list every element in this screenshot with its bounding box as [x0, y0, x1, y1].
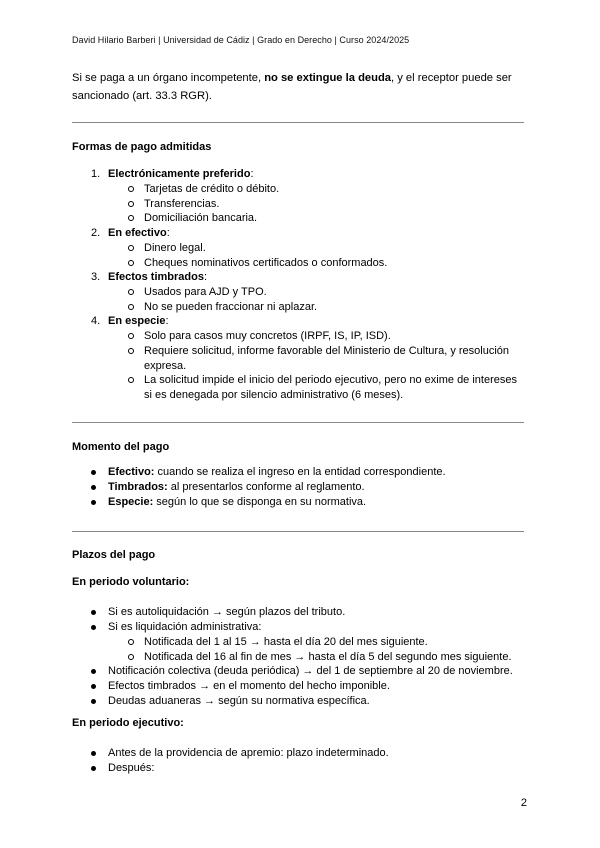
- section-heading-plazos: Plazos del pago: [72, 549, 156, 561]
- list-item: Si es autoliquidación → según plazos del tributo.: [108, 606, 346, 618]
- list-item: Después:: [108, 762, 155, 774]
- sub-item: Notificada del 1 al 15 → hasta el día 20 del mes siguiente.: [144, 636, 428, 648]
- list-item-label: Efectivo:: [108, 466, 155, 478]
- list-item: Efectos timbrados → en el momento del hecho imponible.: [108, 680, 390, 692]
- bullet-icon: [91, 485, 96, 490]
- list-item: Notificación colectiva (deuda periódica) → del 1 de septiembre al 20 de noviembre.: [108, 665, 513, 677]
- intro-text: Si se paga a un órgano incompetente,: [72, 72, 265, 84]
- circle-bullet-icon: [128, 201, 134, 207]
- list-number: 3.: [91, 271, 101, 283]
- list-number: 1.: [91, 168, 101, 180]
- subheading-ejecutivo: En periodo ejecutivo:: [72, 717, 184, 729]
- list-item-suffix: :: [250, 168, 254, 180]
- sub-item: Usados para AJD y TPO.: [144, 286, 267, 298]
- section-heading-formas: Formas de pago admitidas: [72, 141, 212, 153]
- list-item-label: Electrónicamente preferido: [108, 168, 251, 180]
- bullet-icon: [91, 470, 96, 475]
- circle-bullet-icon: [128, 260, 134, 266]
- bullet-icon: [91, 669, 96, 674]
- bullet-icon: [91, 500, 96, 505]
- subheading-voluntario: En periodo voluntario:: [72, 576, 190, 588]
- list-item-label: Timbrados:: [108, 481, 168, 493]
- page-header: David Hilario Barberi | Universidad de Cádiz | Grado en Derecho | Curso 2024/2025: [72, 35, 410, 45]
- sub-item: Transferencias.: [144, 198, 220, 210]
- list-item: [108, 466, 446, 478]
- sub-item: Solo para casos muy concretos (IRPF, IS, IP, ISD).: [144, 330, 391, 342]
- bullet-icon: [91, 699, 96, 704]
- circle-bullet-icon: [128, 333, 134, 339]
- circle-bullet-icon: [128, 654, 134, 660]
- divider: [72, 531, 524, 532]
- list-item-text: cuando se realiza el ingreso en la entidad correspondiente.: [154, 466, 446, 478]
- circle-bullet-icon: [128, 348, 134, 354]
- circle-bullet-icon: [128, 304, 134, 310]
- list-item-label: En efectivo: [108, 227, 167, 239]
- list-item: Deudas aduaneras → según su normativa específica.: [108, 695, 370, 707]
- bullet-icon: [91, 766, 96, 771]
- list-item: [108, 271, 207, 283]
- list-item: [108, 315, 169, 327]
- intro-paragraph: [72, 69, 532, 105]
- sub-item-continuation: expresa.: [144, 360, 187, 372]
- list-item: [108, 496, 366, 508]
- list-item-suffix: :: [165, 315, 169, 327]
- sub-item: Requiere solicitud, informe favorable del Ministerio de Cultura, y resolución: [144, 345, 510, 357]
- circle-bullet-icon: [128, 245, 134, 251]
- sub-item: Domiciliación bancaria.: [144, 212, 258, 224]
- bullet-icon: [91, 625, 96, 630]
- sub-item: Notificada del 16 al fin de mes → hasta el día 5 del segundo mes siguiente.: [144, 651, 512, 663]
- page-number: 2: [520, 797, 527, 809]
- bullet-icon: [91, 610, 96, 615]
- list-item-text: según lo que se disponga en su normativa.: [153, 496, 367, 508]
- list-number: 4.: [91, 315, 101, 327]
- divider: [72, 422, 524, 423]
- sub-item: Dinero legal.: [144, 242, 206, 254]
- list-number: 2.: [91, 227, 101, 239]
- list-item: Antes de la providencia de apremio: plazo indeterminado.: [108, 747, 389, 759]
- sub-item: No se pueden fraccionar ni aplazar.: [144, 301, 318, 313]
- sub-item: Tarjetas de crédito o débito.: [144, 183, 280, 195]
- circle-bullet-icon: [128, 186, 134, 192]
- list-item-suffix: :: [166, 227, 170, 239]
- circle-bullet-icon: [128, 289, 134, 295]
- circle-bullet-icon: [128, 639, 134, 645]
- bullet-icon: [91, 751, 96, 756]
- list-item-text: al presentarlos conforme al reglamento.: [167, 481, 365, 493]
- list-item: [108, 481, 365, 493]
- list-item: [108, 168, 254, 180]
- intro-text-end: , y el receptor puede ser: [391, 72, 512, 84]
- list-item-label: En especie: [108, 315, 166, 327]
- section-heading-momento: Momento del pago: [72, 441, 170, 453]
- list-item: Si es liquidación administrativa:: [108, 621, 262, 633]
- sub-item-continuation: si es denegada por silencio administrativo (6 meses).: [144, 389, 404, 401]
- list-item-suffix: :: [203, 271, 208, 283]
- intro-bold: no se extingue la deuda: [264, 72, 392, 84]
- sub-item: La solicitud impide el inicio del periodo ejecutivo, pero no exime de intereses: [144, 374, 517, 386]
- circle-bullet-icon: [128, 377, 134, 383]
- list-item-label: Especie:: [108, 496, 154, 508]
- divider: [72, 122, 524, 123]
- list-item-label: Efectos timbrados: [108, 271, 204, 283]
- bullet-icon: [91, 684, 96, 689]
- intro-line2: sancionado (art. 33.3 RGR).: [72, 90, 212, 102]
- circle-bullet-icon: [128, 215, 134, 221]
- sub-item: Cheques nominativos certificados o conformados.: [144, 257, 388, 269]
- list-item: [108, 227, 170, 239]
